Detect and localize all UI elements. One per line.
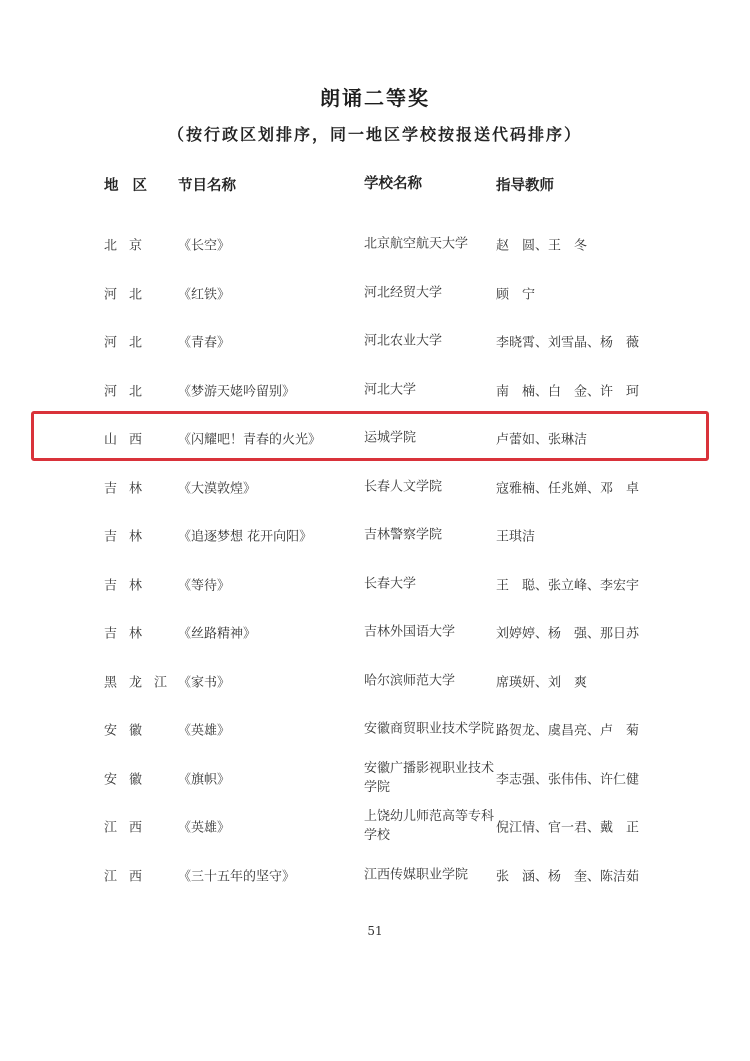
cell-program: 《长空》: [178, 238, 231, 254]
table-row: [0, 709, 750, 749]
cell-region: 黑龙江: [104, 675, 180, 690]
cell-region: 吉林: [104, 529, 155, 545]
cell-region: 北京: [104, 238, 155, 254]
cell-region: 吉林: [104, 626, 155, 642]
cell-region: 安徽: [104, 723, 155, 739]
cell-program: 《家书》: [178, 675, 231, 690]
cell-program: 《三十五年的坚守》: [178, 869, 296, 884]
page-number: 51: [367, 924, 383, 938]
cell-teacher: 王 聪、张立峰、李宏宇: [496, 578, 640, 593]
cell-program: 《旗帜》: [178, 772, 231, 787]
cell-school: 长春大学: [364, 576, 417, 591]
cell-teacher: 南 楠、白 金、许 珂: [496, 384, 640, 399]
cell-region: 河北: [104, 335, 155, 351]
header-school: 学校名称: [364, 175, 422, 192]
cell-program: 《英雄》: [178, 820, 231, 836]
cell-program: 《英雄》: [178, 723, 231, 739]
cell-region: 山西: [104, 432, 155, 448]
cell-program: 《等待》: [178, 578, 231, 593]
cell-school: 安徽广播影视职业技术学院: [364, 760, 495, 795]
table-row: [0, 321, 750, 361]
cell-program: 《红铁》: [178, 287, 231, 302]
table-row: [0, 515, 750, 555]
cell-program: 《丝路精神》: [178, 626, 257, 642]
cell-school: 江西传媒职业学院: [364, 867, 469, 882]
header-teacher: 指导教师: [496, 177, 554, 194]
table-row: [0, 467, 750, 507]
cell-school: 吉林警察学院: [364, 527, 443, 543]
cell-region: 河北: [104, 384, 155, 399]
cell-teacher: 卢蕾如、张琳洁: [496, 432, 588, 448]
cell-teacher: 李志强、张伟伟、许仁健: [496, 772, 640, 787]
cell-school: 北京航空航天大学: [364, 236, 469, 252]
cell-teacher: 李晓霄、刘雪晶、杨 薇: [496, 335, 640, 351]
cell-region: 吉林: [104, 578, 155, 593]
cell-region: 安徽: [104, 772, 155, 787]
table-row: [0, 806, 750, 846]
cell-program: 《大漠敦煌》: [178, 481, 257, 496]
cell-region: 江西: [104, 869, 155, 884]
page-title: 朗诵二等奖: [320, 86, 430, 110]
cell-region: 江西: [104, 820, 155, 836]
cell-teacher: 刘婷婷、杨 强、那日苏: [496, 626, 640, 642]
cell-teacher: 路贺龙、虞昌亮、卢 菊: [496, 723, 640, 739]
header-region: 地区: [104, 177, 161, 194]
table-row: [0, 758, 750, 798]
cell-teacher: 王琪洁: [496, 529, 536, 545]
cell-region: 吉林: [104, 481, 155, 496]
cell-school: 吉林外国语大学: [364, 624, 456, 640]
table-row: [0, 564, 750, 604]
table-row: [0, 224, 750, 264]
table-row: [0, 370, 750, 410]
table-row: [0, 661, 750, 701]
cell-school: 哈尔滨师范大学: [364, 673, 456, 688]
cell-program: 《青春》: [178, 335, 231, 351]
table-row: [0, 612, 750, 652]
cell-teacher: 顾 宁: [496, 287, 536, 302]
header-program: 节目名称: [178, 177, 236, 194]
cell-school: 长春人文学院: [364, 479, 443, 494]
cell-teacher: 倪江情、官一君、戴 正: [496, 820, 640, 836]
highlight-box: [31, 411, 709, 461]
cell-teacher: 张 涵、杨 奎、陈洁茹: [496, 869, 640, 884]
table-row: [0, 273, 750, 313]
cell-program: 《梦游天姥吟留别》: [178, 384, 296, 399]
cell-school: 安徽商贸职业技术学院: [364, 721, 495, 737]
cell-school: 河北经贸大学: [364, 285, 443, 300]
table-row: [0, 855, 750, 895]
cell-school: 河北大学: [364, 382, 417, 397]
cell-school: 运城学院: [364, 430, 417, 446]
page-subtitle: （按行政区划排序，同一地区学校按报送代码排序）: [167, 125, 582, 144]
cell-region: 河北: [104, 287, 155, 302]
cell-school: 河北农业大学: [364, 333, 443, 349]
cell-program: 《闪耀吧！青春的火光》: [178, 432, 322, 448]
cell-teacher: 席瑛妍、刘 爽: [496, 675, 588, 690]
cell-teacher: 赵 圆、王 冬: [496, 238, 588, 254]
cell-program: 《追逐梦想 花开向阳》: [178, 529, 313, 545]
cell-school: 上饶幼儿师范高等专科学校: [364, 809, 495, 843]
cell-teacher: 寇雅楠、任兆婵、邓 卓: [496, 481, 640, 496]
